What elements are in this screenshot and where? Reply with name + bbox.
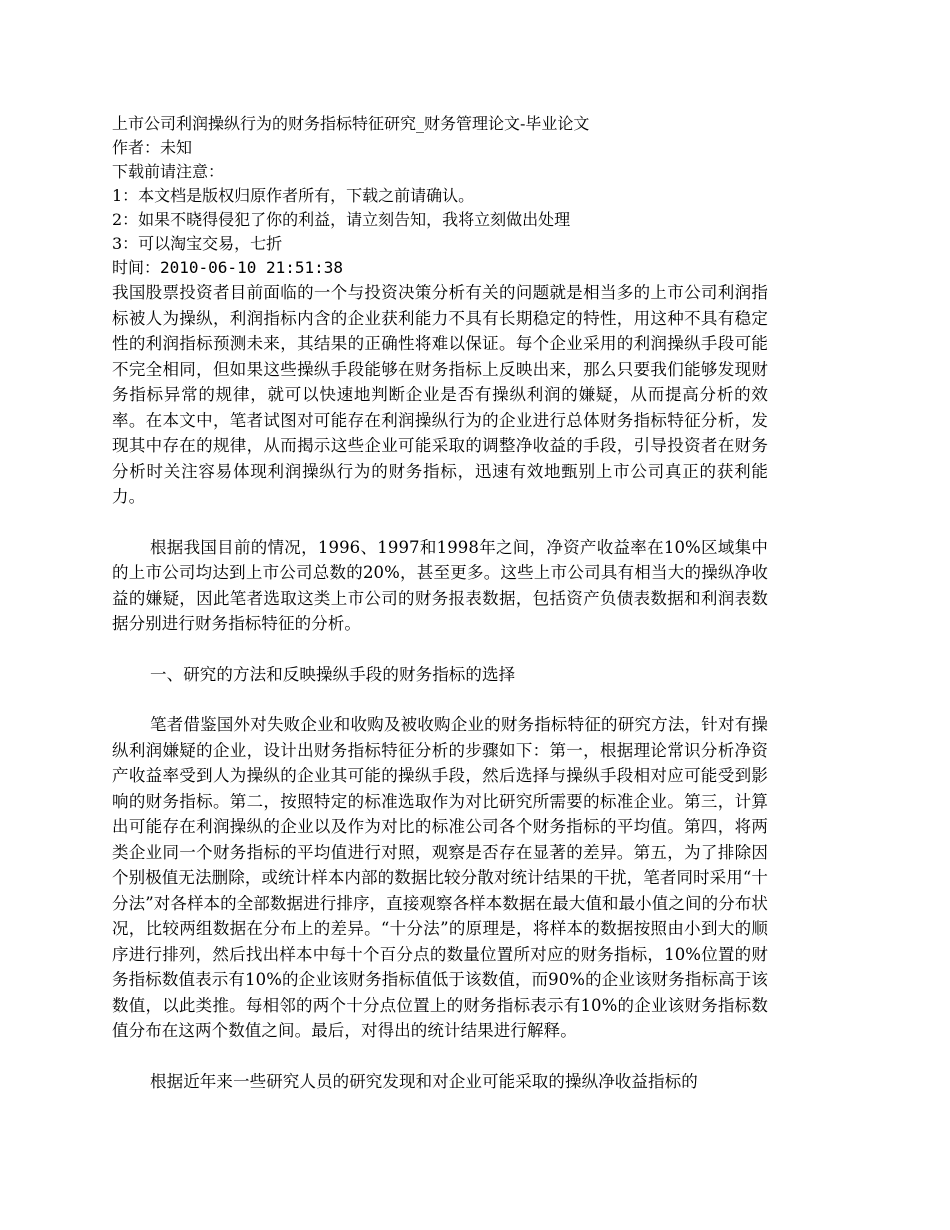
author-line: 作者：未知 <box>112 138 193 157</box>
section-heading: 一、研究的方法和反映操纵手段的财务指标的选择 <box>150 664 516 684</box>
notice-item: 1：本文档是版权归原作者所有，下载之前请确认。 <box>112 186 475 205</box>
body-paragraph: 笔者借鉴国外对失败企业和收购及被收购企业的财务指标特征的研究方法，针对有操纵利润嫌疑的企业，设计出财务指标特征分析的步骤如下：第一，根据理论常识分析净资产收益率受到人为操纵的企业其可能的操纵手段，然后选择与操纵手段相对应可能受到影响的财务指标。第二，按照特定的标准选取作为对比研究所需要的标准企业。第三，计算出可能存在利润操纵的企业以及作为对比的标准公司各个财务指标的平均值。第四，将两类企业同一个财务指标的平均值进行对照，观察是否存在显著的差异。第五，为了排除因个别极值无法删除，或统计样本内部的数据比较分散对统计结果的干扰，笔者同时采用“十分法”对各样本的全部数据进行排序，直接观察各样本数据在最大值和最小值之间的分布状况，比较两组数据在分布上的差异。“十分法”的原理是，将样本的数据按照由小到大的顺序进行排列，然后找出样本中每十个百分点的数量位置所对应的财务指标，10%位置的财务指标数值表示有10%的企业该财务指标值低于该数值，而90%的企业该财务指标高于该数值，以此类推。每相邻的两个十分点位置上的财务指标表示有10%的企业该财务指标数值分布在这两个数值之间。最后，对得出的统计结果进行解释。 <box>112 715 768 1040</box>
timestamp-line: 时间：2010-06-10 21:51:38 <box>112 258 344 277</box>
notice-heading: 下载前请注意： <box>112 162 225 181</box>
body-paragraph: 根据近年来一些研究人员的研究发现和对企业可能采取的操纵净收益指标的 <box>150 1071 698 1091</box>
body-paragraph: 根据我国目前的情况，1996、1997和1998年之间，净资产收益率在10%区域集中的上市公司均达到上市公司总数的20%，甚至更多。这些上市公司具有相当大的操纵净收益的嫌疑，因此笔者选取这类上市公司的财务报表数据，包括资产负债表数据和利润表数据分别进行财务指标特征的分析。 <box>112 537 768 633</box>
notice-item: 3：可以淘宝交易，七折 <box>112 234 283 253</box>
notice-item: 2：如果不晓得侵犯了你的利益，请立刻告知，我将立刻做出处理 <box>112 210 571 229</box>
document-page <box>112 112 768 1094</box>
document-title: 上市公司利润操纵行为的财务指标特征研究_财务管理论文-毕业论文 <box>112 114 590 133</box>
body-paragraph: 我国股票投资者目前面临的一个与投资决策分析有关的问题就是相当多的上市公司利润指标被人为操纵，利润指标内含的企业获利能力不具有长期稳定的特性，用这种不具有稳定性的利润指标预测未来，其结果的正确性将难以保证。每个企业采用的利润操纵手段可能不完全相同，但如果这些操纵手段能够在财务指标上反映出来，那么只要我们能够发现财务指标异常的规律，就可以快速地判断企业是否有操纵利润的嫌疑，从而提高分析的效率。在本文中，笔者试图对可能存在利润操纵行为的企业进行总体财务指标特征分析，发现其中存在的规律，从而揭示这些企业可能采取的调整净收益的手段，引导投资者在财务分析时关注容易体现利润操纵行为的财务指标，迅速有效地甄别上市公司真正的获利能力。 <box>112 283 768 506</box>
